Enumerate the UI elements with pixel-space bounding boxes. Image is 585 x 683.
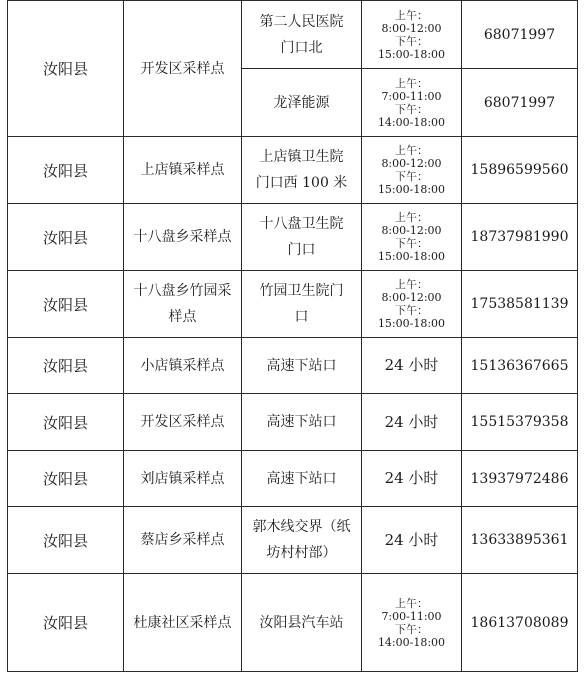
location-line: 高速下站口 [266, 357, 337, 374]
phone-cell: 18613708089 [462, 574, 578, 672]
location-line: 十八盘卫生院 [259, 216, 344, 232]
site-cell: 杜康社区采样点 [124, 574, 242, 672]
location-line: 龙泽能源 [273, 94, 330, 111]
hours-cell [362, 69, 462, 137]
location-line: 汝阳县汽车站 [259, 614, 344, 631]
hours-cell [362, 204, 462, 271]
hours-line: 下午： [395, 237, 428, 250]
table-row [8, 338, 578, 394]
location-line: 上店镇卫生院 [259, 149, 344, 165]
hours-cell [362, 338, 462, 394]
location-cell [242, 338, 362, 394]
site-cell: 刘店镇采样点 [124, 451, 242, 507]
hours-cell [362, 451, 462, 507]
location-line: 竹园卫生院门 [259, 283, 344, 299]
hours-line: 下午： [395, 304, 428, 317]
hours-line: 上午： [395, 144, 428, 157]
hours-line: 15:00-18:00 [377, 250, 446, 263]
phone-cell: 13937972486 [462, 451, 578, 507]
hours-line: 上午： [395, 596, 428, 610]
site-cell: 开发区采样点 [124, 1, 242, 137]
hours-line: 7:00-11:00 [381, 89, 442, 103]
phone-cell: 68071997 [462, 1, 578, 69]
hours-cell [362, 507, 462, 574]
site-cell: 蔡店乡采样点 [124, 507, 242, 574]
hours-line: 15:00-18:00 [377, 183, 446, 196]
county-cell: 汝阳县 [8, 507, 124, 574]
phone-cell: 17538581139 [462, 271, 578, 338]
hours-line: 8:00-12:00 [381, 157, 442, 170]
county-cell: 汝阳县 [8, 574, 124, 672]
table-row [8, 451, 578, 507]
hours-line: 8:00-12:00 [381, 291, 442, 304]
hours-line: 上午： [395, 211, 428, 224]
hours-line: 14:00-18:00 [377, 115, 446, 129]
hours-line: 下午： [395, 622, 428, 636]
location-line: 口 [294, 309, 309, 325]
location-line: 第二人民医院 [259, 13, 344, 30]
hours-line: 24 小时 [384, 530, 439, 549]
location-cell [242, 574, 362, 672]
county-cell: 汝阳县 [8, 137, 124, 204]
phone-cell: 15515379358 [462, 394, 578, 451]
hours-line: 下午： [395, 102, 428, 116]
location-cell [242, 204, 362, 271]
hours-line: 14:00-18:00 [377, 635, 446, 649]
hours-line: 上午： [395, 76, 428, 90]
location-line: 坊村村部） [266, 545, 337, 561]
location-cell [242, 137, 362, 204]
location-line: 高速下站口 [266, 414, 337, 430]
hours-line: 8:00-12:00 [381, 224, 442, 237]
site-cell: 开发区采样点 [124, 394, 242, 451]
county-cell: 汝阳县 [8, 338, 124, 394]
hours-line: 7:00-11:00 [381, 609, 442, 623]
hours-line: 8:00-12:00 [381, 21, 442, 35]
table-row [8, 507, 578, 574]
hours-line: 下午： [395, 170, 428, 183]
table-row [8, 137, 578, 204]
hours-cell [362, 137, 462, 204]
hours-cell [362, 271, 462, 338]
location-line: 高速下站口 [266, 470, 337, 487]
location-cell [242, 1, 362, 69]
table-row [8, 204, 578, 271]
hours-line: 24 小时 [384, 356, 439, 374]
hours-cell [362, 394, 462, 451]
location-line: 门口西 100 米 [255, 175, 348, 191]
table-row [8, 394, 578, 451]
site-cell: 小店镇采样点 [124, 338, 242, 394]
site-cell: 上店镇采样点 [124, 137, 242, 204]
hours-line: 15:00-18:00 [377, 47, 446, 61]
location-cell [242, 451, 362, 507]
table-row [8, 271, 578, 338]
county-cell: 汝阳县 [8, 204, 124, 271]
site-cell: 十八盘乡采样点 [124, 204, 242, 271]
hours-line: 15:00-18:00 [377, 317, 446, 330]
hours-line: 下午： [395, 34, 428, 48]
location-line: 门口北 [280, 39, 323, 56]
phone-cell: 13633895361 [462, 507, 578, 574]
phone-cell: 15136367665 [462, 338, 578, 394]
location-line: 郭木线交界（纸 [252, 519, 351, 535]
table-row [8, 1, 578, 69]
table-row [8, 574, 578, 672]
phone-cell: 18737981990 [462, 204, 578, 271]
location-cell [242, 394, 362, 451]
hours-cell [362, 574, 462, 672]
hours-line: 24 小时 [384, 469, 439, 487]
hours-line: 上午： [395, 278, 428, 291]
location-cell [242, 271, 362, 338]
hours-line: 24 小时 [384, 412, 439, 431]
location-cell [242, 69, 362, 137]
phone-cell: 68071997 [462, 69, 578, 137]
hours-line: 上午： [395, 8, 428, 22]
county-cell: 汝阳县 [8, 451, 124, 507]
county-cell: 汝阳县 [8, 394, 124, 451]
hours-cell [362, 1, 462, 69]
location-line: 门口 [287, 242, 316, 258]
sampling-sites-table [7, 0, 578, 672]
county-cell: 汝阳县 [8, 271, 124, 338]
location-cell [242, 507, 362, 574]
county-cell: 汝阳县 [8, 1, 124, 137]
site-cell: 十八盘乡竹园采样点 [124, 271, 242, 338]
phone-cell: 15896599560 [462, 137, 578, 204]
